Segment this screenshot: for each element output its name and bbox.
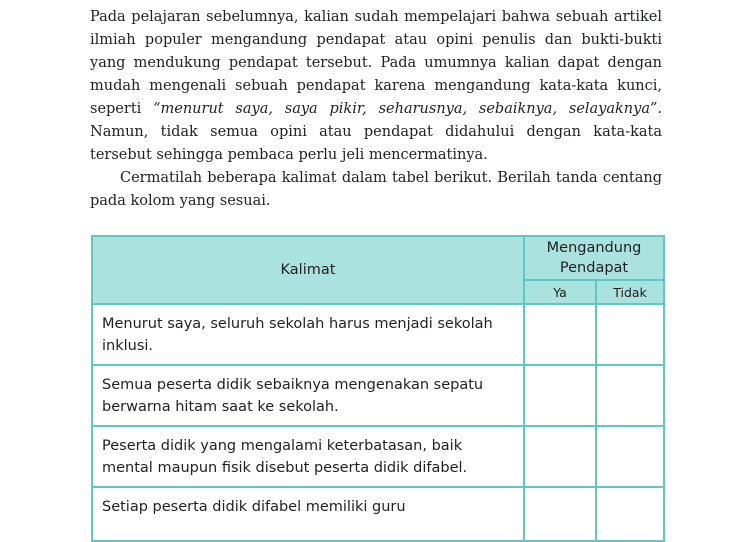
- tidak-checkbox-cell[interactable]: [596, 426, 664, 487]
- ya-checkbox-cell[interactable]: [524, 365, 596, 426]
- header-mengandung-pendapat: Mengandung Pendapat: [524, 236, 664, 280]
- tidak-checkbox-cell[interactable]: [596, 304, 664, 365]
- header-ya: Ya: [524, 280, 596, 304]
- header-kalimat: Kalimat: [92, 236, 524, 304]
- table-row: [92, 304, 664, 365]
- statement-cell: Semua peserta didik sebaiknya mengenakan sepatu berwarna hitam saat ke sekolah.: [92, 365, 524, 426]
- ya-checkbox-cell[interactable]: [524, 304, 596, 365]
- keyword-list: “menurut saya, saya pikir, seharusnya, sebaiknya, selayaknya”.: [153, 101, 662, 117]
- statement-cell: Peserta didik yang mengalami keterbatasan, baik mental maupun fisik disebut peserta didik difabel.: [92, 426, 524, 487]
- intro-paragraph: [90, 6, 662, 167]
- statement-cell: Menurut saya, seluruh sekolah harus menjadi sekolah inklusi.: [92, 304, 524, 365]
- statement-cell: Setiap peserta didik difabel memiliki guru: [92, 487, 524, 541]
- tidak-checkbox-cell[interactable]: [596, 365, 664, 426]
- intro-text-part2: Namun, tidak semua opini atau pendapat didahului dengan kata-kata tersebut sehingga pembaca perlu jeli mencermatinya.: [90, 124, 662, 163]
- table-header-row: [92, 236, 664, 280]
- tidak-checkbox-cell[interactable]: [596, 487, 664, 541]
- table-row: [92, 365, 664, 426]
- ya-checkbox-cell[interactable]: [524, 487, 596, 541]
- table-row: [92, 426, 664, 487]
- opinion-table: [91, 235, 665, 542]
- table-row: [92, 487, 664, 541]
- ya-checkbox-cell[interactable]: [524, 426, 596, 487]
- header-tidak: Tidak: [596, 280, 664, 304]
- intro-text-part1: Pada pelajaran sebelumnya, kalian sudah mempelajari bahwa sebuah artikel ilmiah populer mengandung pendapat atau opini penulis dan bukti-bukti yang mendukung pendapat tersebut. Pada umumnya kalian dapat dengan mudah mengenali sebuah pendapat karena mengandung kata-kata kunci, seperti: [90, 9, 662, 117]
- instruction-paragraph: Cermatilah beberapa kalimat dalam tabel berikut. Berilah tanda centang pada kolom yang sesuai.: [90, 170, 662, 209]
